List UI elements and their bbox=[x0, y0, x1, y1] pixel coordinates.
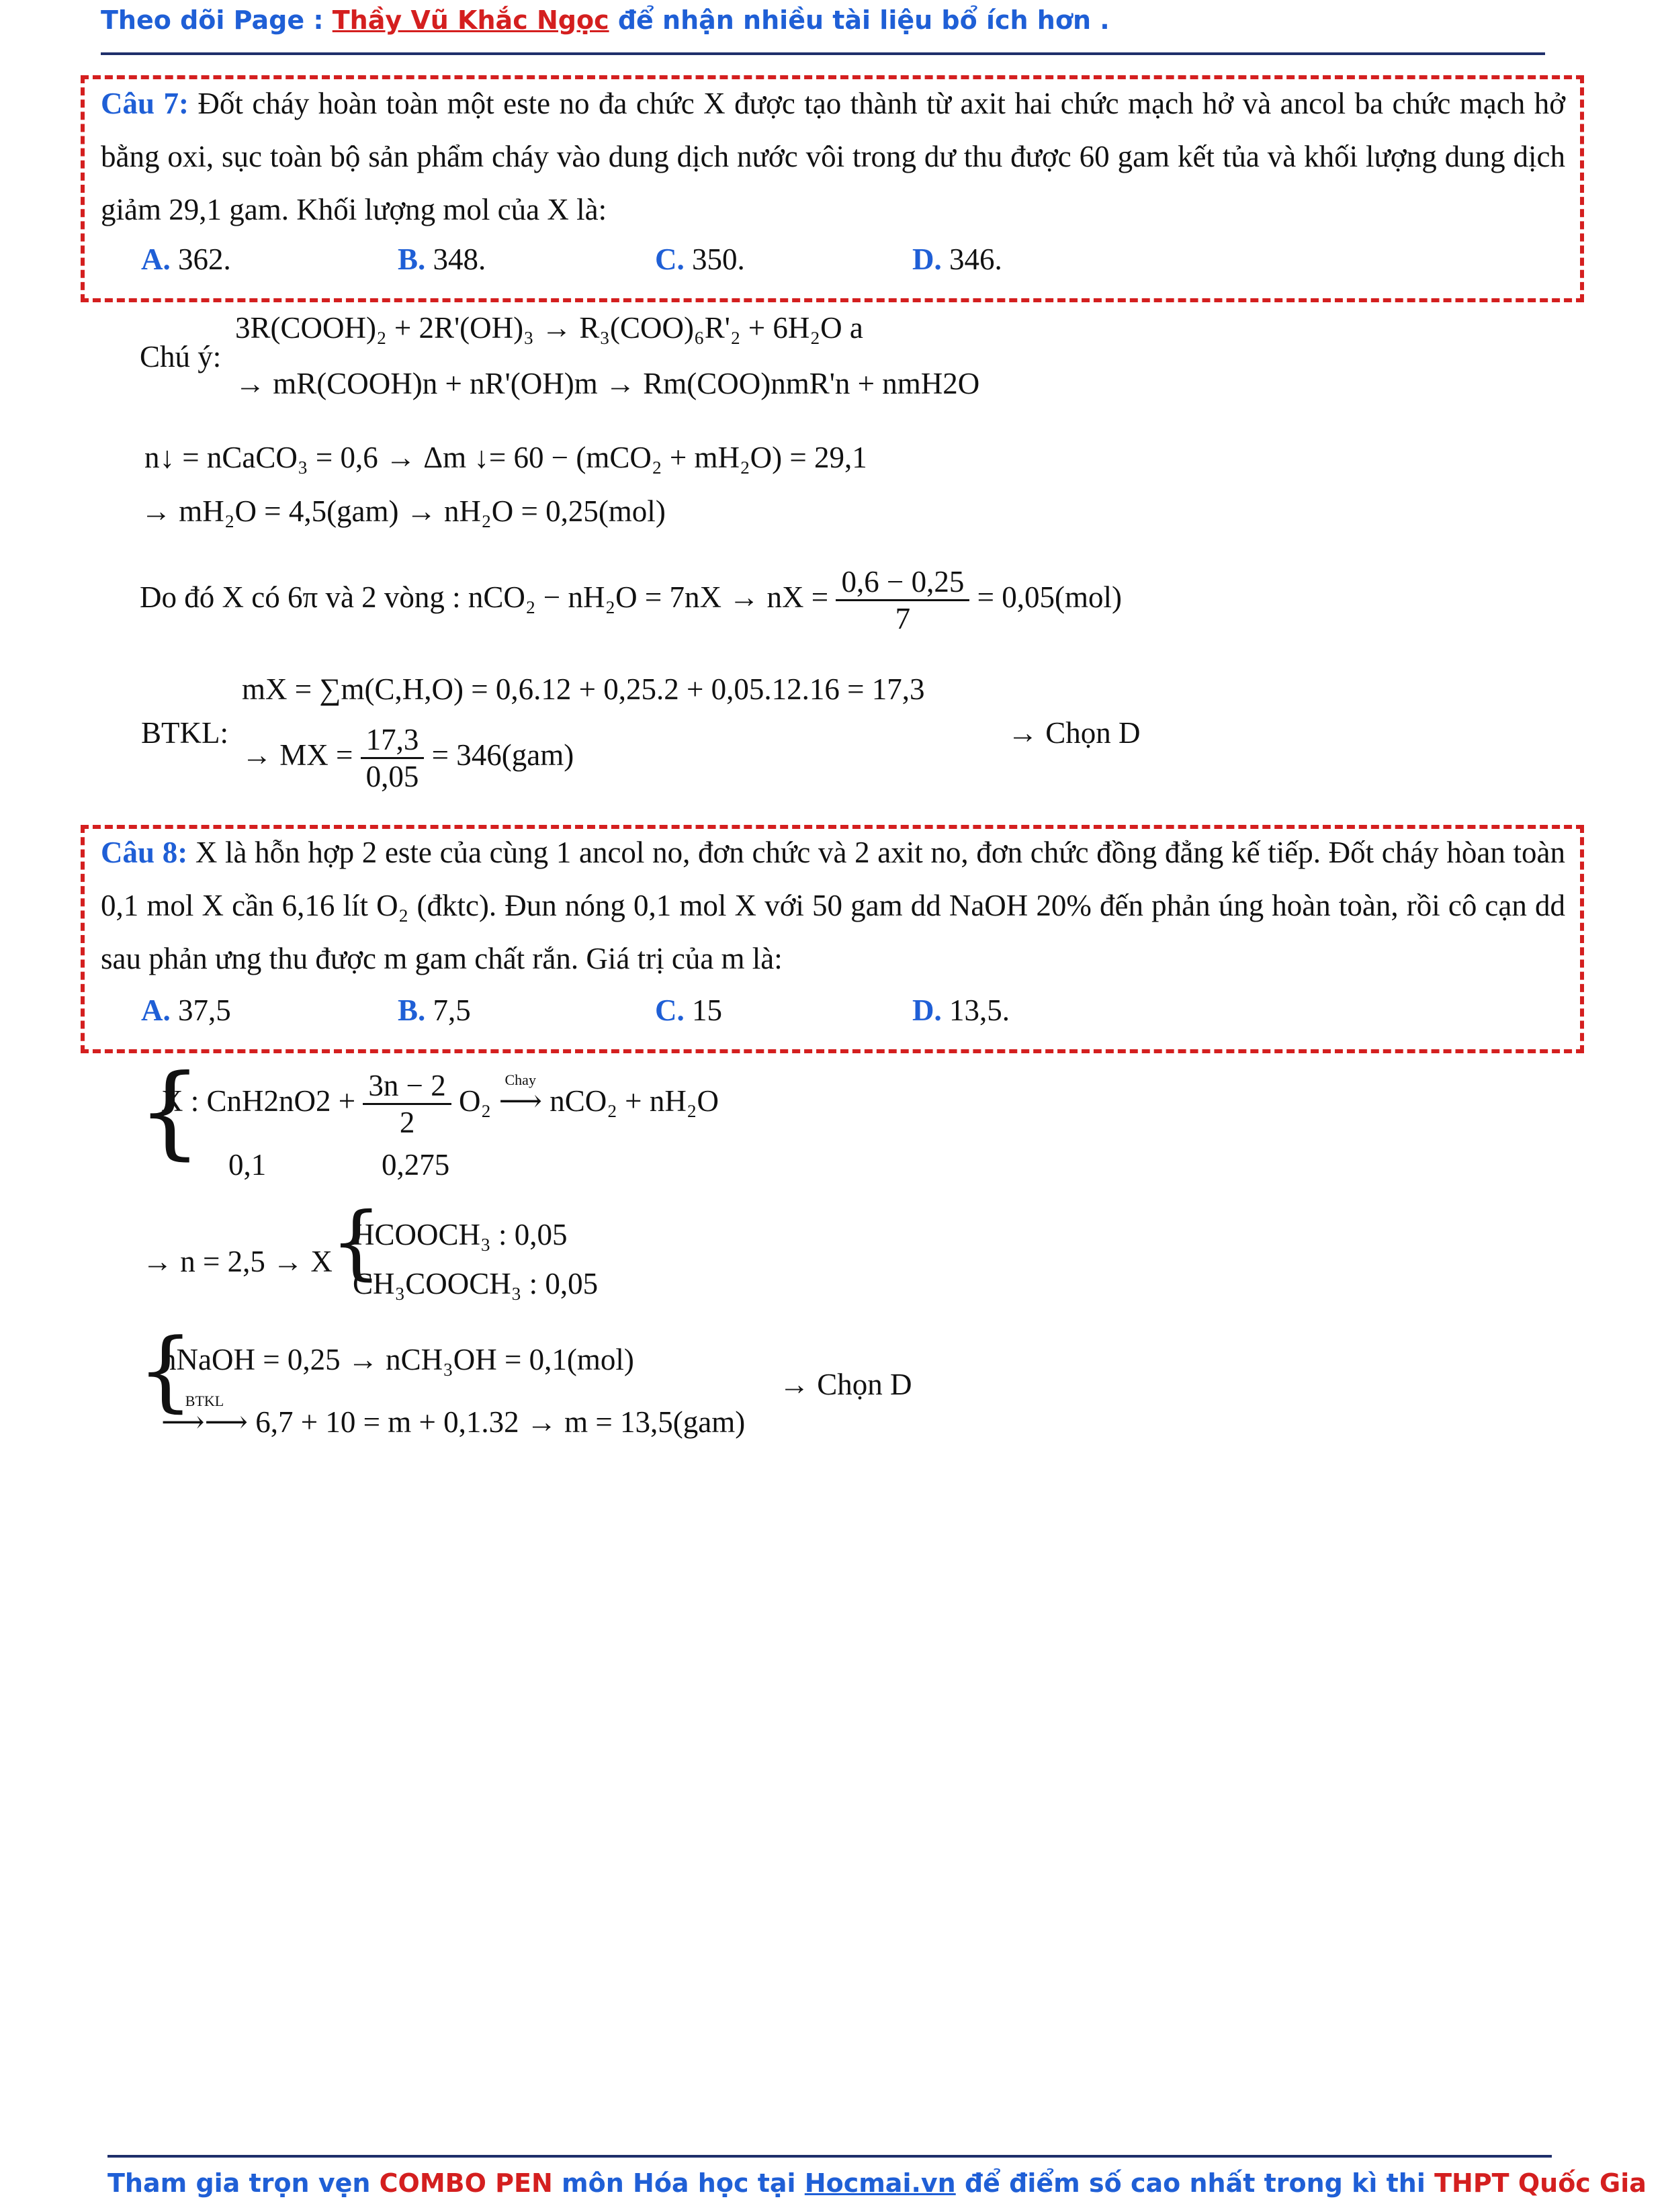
header-prefix: Theo dõi Page : bbox=[101, 5, 333, 35]
page-footer bbox=[107, 2168, 1647, 2198]
btkl-line-2-result: = 346(gam) bbox=[431, 738, 574, 772]
btkl-line-2 bbox=[242, 722, 574, 794]
sol8-choice: → Chọn D bbox=[779, 1368, 912, 1401]
sol8-naoh-line: nNaOH = 0,25 → nCH₃OH = 0,1(mol) bbox=[161, 1343, 634, 1376]
sol7-line-3-den: 7 bbox=[895, 602, 911, 635]
note-equation-2: → mR(COOH)n + nR'(OH)m → Rm(COO)nmR'n + nmH2O bbox=[235, 367, 980, 400]
q8-option-a: A. 37,5 bbox=[141, 993, 231, 1027]
sol8-btkl-arrow: BTKL ⟶⟶ bbox=[161, 1392, 249, 1439]
ester-1: HCOOCH₃ : 0,05 bbox=[353, 1218, 568, 1251]
footer-rule bbox=[107, 2155, 1552, 2158]
page-header bbox=[101, 5, 1110, 35]
q7-option-c: C. 350. bbox=[655, 242, 745, 276]
btkl-line-2-pre: → MX = bbox=[242, 738, 353, 772]
brace-1: { bbox=[138, 1053, 202, 1170]
btkl-den: 0,05 bbox=[365, 760, 419, 793]
header-rule bbox=[101, 52, 1545, 55]
brace-3: { bbox=[138, 1319, 193, 1421]
q8-option-c: C. 15 bbox=[655, 993, 722, 1027]
question-8-label: Câu 8: bbox=[101, 836, 188, 869]
btkl-num: 17,3 bbox=[361, 722, 425, 759]
q7-option-b: B. 348. bbox=[398, 242, 486, 276]
footer-exam: THPT Quốc Gia bbox=[1434, 2168, 1647, 2198]
header-suffix: để nhận nhiều tài liệu bổ ích hơn . bbox=[609, 5, 1110, 35]
sol8-reaction-num: 3n − 2 bbox=[363, 1068, 451, 1105]
footer-p1: Tham gia trọn vẹn bbox=[107, 2168, 380, 2198]
sol8-reaction-pre: X : CnH2nO2 + bbox=[161, 1083, 356, 1118]
sol8-btkl-text: 6,7 + 10 = m + 0,1.32 → m = 13,5(gam) bbox=[255, 1405, 746, 1439]
sol8-reaction-cond: Chay bbox=[505, 1071, 536, 1088]
question-7-label: Câu 7: bbox=[101, 87, 189, 120]
sol7-line-3-result: = 0,05(mol) bbox=[977, 580, 1122, 614]
sol8-btkl-line bbox=[161, 1394, 745, 1440]
btkl-fraction bbox=[361, 722, 425, 794]
sol8-btkl-cond: BTKL bbox=[185, 1392, 224, 1409]
question-8-body: X là hỗn hợp 2 este của cùng 1 ancol no, đơn chức và 2 axit no, đơn chức đồng đẳng kế tiếp. Đốt cháy hòan toàn 0,1 mol X cần 6,16 lít O₂ (đktc). Đun nóng 0,1 mol X với 50 gam dd NaOH 20% đến phản úng hoàn toàn, rồi cô cạn dd sau phản ưng thu được m gam chất rắn. Giá trị của m là: bbox=[101, 836, 1566, 975]
sol7-line-2: → mH₂O = 4,5(gam) → nH₂O = 0,25(mol) bbox=[141, 494, 666, 528]
sol8-reaction-fraction bbox=[363, 1068, 451, 1140]
q7-option-a: A. 362. bbox=[141, 242, 231, 276]
sol8-mol-o2: 0,275 bbox=[382, 1148, 450, 1182]
sol8-mol-x: 0,1 bbox=[228, 1148, 267, 1182]
footer-site-link[interactable]: Hocmai.vn bbox=[804, 2168, 956, 2198]
footer-p3: để điểm số cao nhất trong kì thi bbox=[955, 2168, 1435, 2198]
question-7-body: Đốt cháy hoàn toàn một este no đa chức X được tạo thành từ axit hai chức mạch hở và ancol ba chức mạch hở bằng oxi, sục toàn bộ sản phẩm cháy vào dung dịch nước vôi trong dư thu được 60 gam kết tủa và khối lượng dung dịch giảm 29,1 gam. Khối lượng mol của X là: bbox=[101, 87, 1565, 226]
q7-option-d: D. 346. bbox=[912, 242, 1002, 276]
q8-option-b: B. 7,5 bbox=[398, 993, 471, 1027]
footer-combo: COMBO PEN bbox=[379, 2168, 553, 2198]
footer-p2: môn Hóa học tại bbox=[552, 2168, 805, 2198]
brace-2: { bbox=[331, 1196, 382, 1289]
btkl-label: BTKL: bbox=[141, 716, 228, 750]
ester-2: CH₃COOCH₃ : 0,05 bbox=[353, 1267, 599, 1300]
sol8-reaction-den: 2 bbox=[399, 1106, 415, 1139]
sol8-reaction-o2: O₂ bbox=[459, 1083, 492, 1118]
question-8-text bbox=[101, 826, 1565, 985]
sol7-choice: → Chọn D bbox=[1008, 716, 1141, 750]
sol8-reaction bbox=[161, 1068, 719, 1140]
note-equation-1: 3R(COOH)₂ + 2R'(OH)₃ → R₃(COO)₆R'₂ + 6H₂O a bbox=[235, 311, 863, 345]
note-label: Chú ý: bbox=[140, 340, 222, 373]
sol7-line-3-num: 0,6 − 0,25 bbox=[836, 564, 969, 601]
q8-option-d: D. 13,5. bbox=[912, 993, 1010, 1027]
sol7-line-3-text: Do đó X có 6π và 2 vòng : nCO₂ − nH₂O = 7nX → nX = bbox=[140, 580, 829, 614]
sol8-n-line: → n = 2,5 → X bbox=[142, 1245, 333, 1278]
teacher-link[interactable]: Thầy Vũ Khắc Ngọc bbox=[332, 5, 609, 35]
btkl-line-1: mX = ∑m(C,H,O) = 0,6.12 + 0,25.2 + 0,05.12.16 = 17,3 bbox=[242, 672, 925, 706]
question-7-text bbox=[101, 77, 1565, 236]
sol8-reaction-post: nCO₂ + nH₂O bbox=[550, 1083, 719, 1118]
sol7-line-1: n↓ = nCaCO₃ = 0,6 → Δm ↓= 60 − (mCO₂ + mH₂O) = 29,1 bbox=[144, 441, 867, 474]
sol8-reaction-arrow: Chay ⟶ bbox=[498, 1071, 542, 1118]
sol7-line-3 bbox=[140, 564, 1122, 636]
sol7-line-3-fraction bbox=[836, 564, 969, 636]
